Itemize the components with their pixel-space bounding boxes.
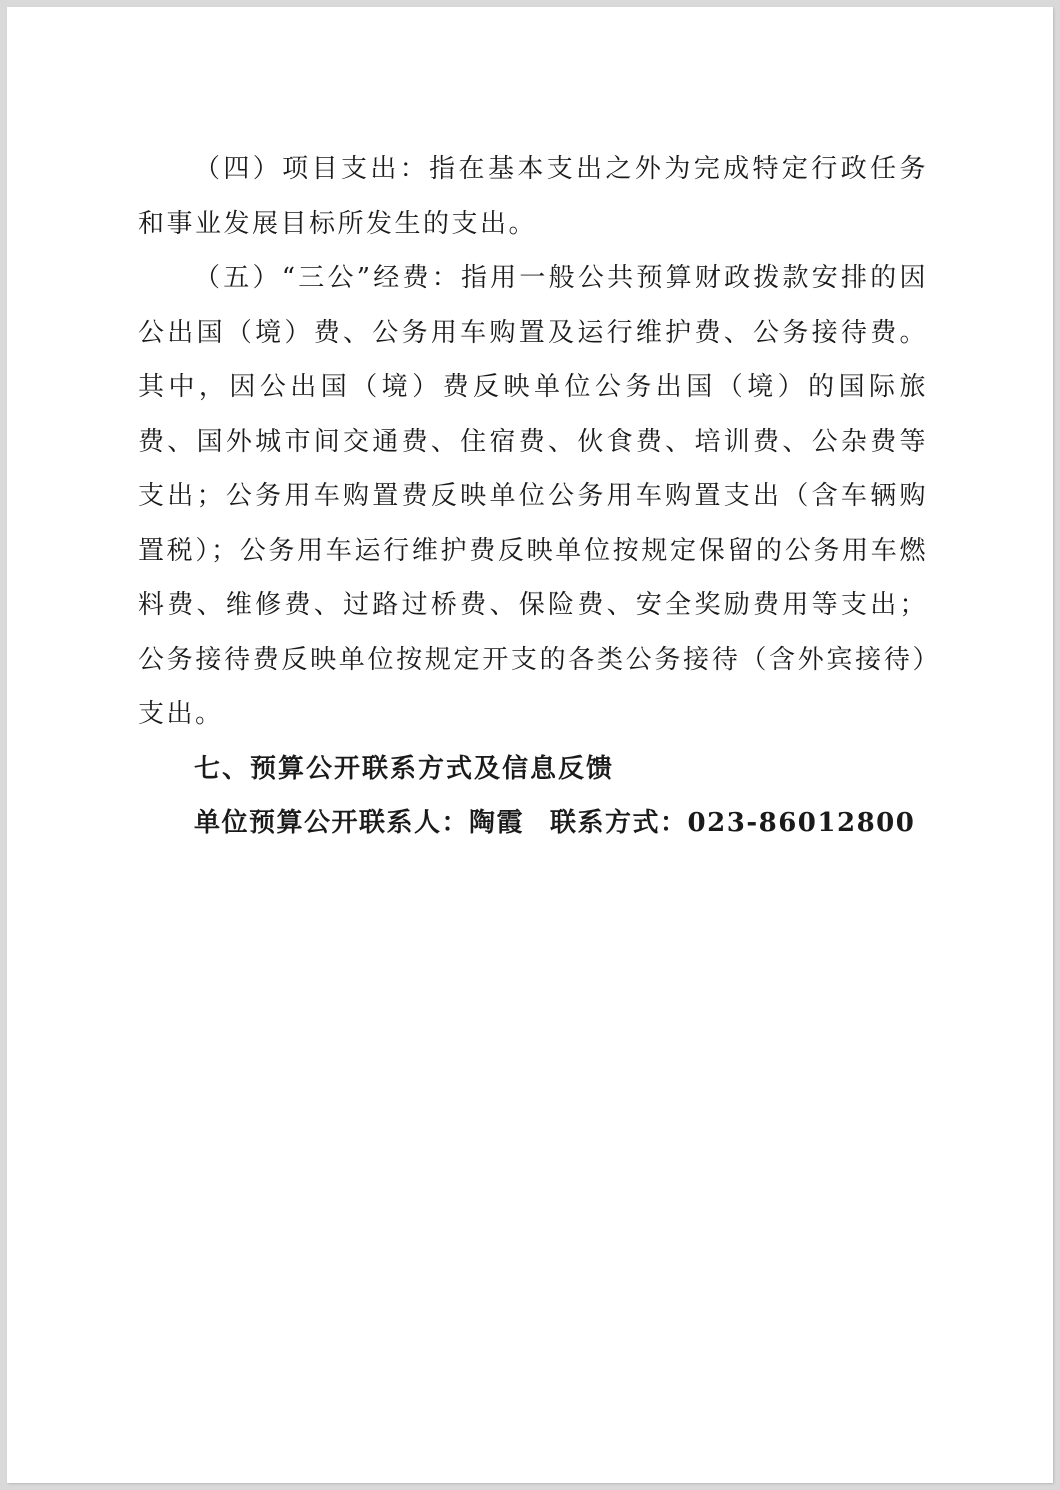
contact-person-name: 陶霞	[469, 807, 525, 838]
paragraph-three-public-expenses: （五）“三公”经费：指用一般公共预算财政拨款安排的因公出国（境）费、公务用车购置及运行维护费、公务接待费。其中，因公出国（境）费反映单位公务出国（境）的国际旅费、国外城市间交通费、住宿费、伙食费、培训费、公杂费等支出；公务用车购置费反映单位公务用车购置支出（含车辆购置税）；公务用车运行维护费反映单位按规定保留的公务用车燃料费、维修费、过路过桥费、保险费、安全奖励费用等支出；公务接待费反映单位按规定开支的各类公务接待（含外宾接待）支出。	[138, 263, 928, 729]
section-heading-contact: 七、预算公开联系方式及信息反馈	[194, 753, 615, 784]
contact-line	[138, 796, 928, 850]
contact-method-label: 联系方式：	[550, 807, 688, 838]
document-page	[7, 7, 1053, 1483]
document-body	[138, 142, 928, 850]
contact-person-label: 单位预算公开联系人：	[194, 807, 470, 838]
paragraph-project-expenditure: （四）项目支出：指在基本支出之外为完成特定行政任务和事业发展目标所发生的支出。	[138, 154, 928, 239]
contact-phone: 023-86012800	[687, 807, 916, 838]
